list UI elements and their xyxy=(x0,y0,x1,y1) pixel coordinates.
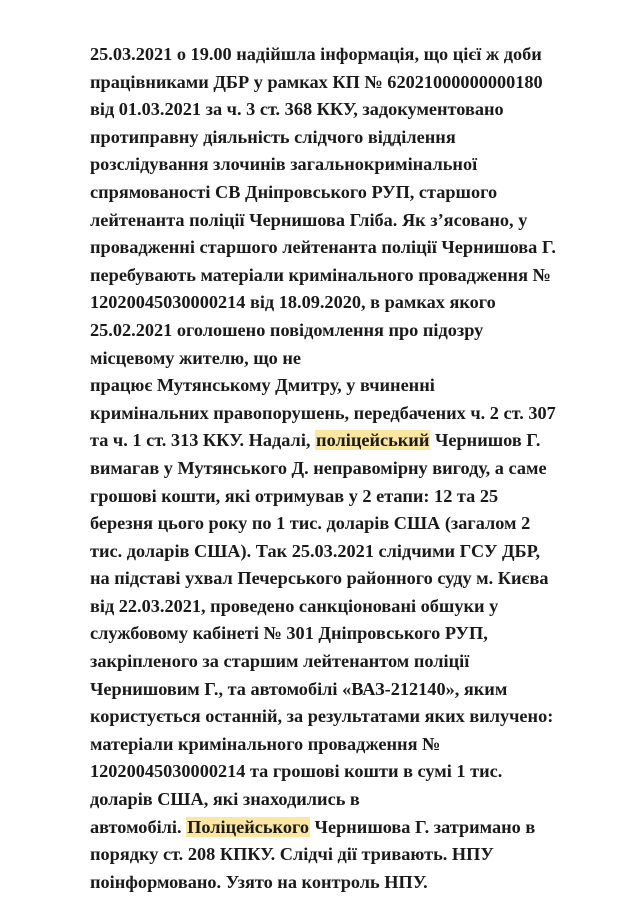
text-line: від 01.03.2021 за ч. 3 ст. 368 ККУ, задокументовано xyxy=(90,99,504,120)
text-segment: та ч. 1 ст. 313 ККУ. Надалі, xyxy=(90,430,316,451)
text-line: порядку ст. 208 КПКУ. Слідчі дії тривають. НПУ xyxy=(90,844,494,865)
text-line: провадженні старшого лейтенанта поліції Чернишова Г. xyxy=(90,237,557,258)
text-line: 12020045030000214 від 18.09.2020, в рамках якого xyxy=(90,292,496,313)
text-line: на підставі ухвал Печерського районного суду м. Києва xyxy=(90,568,549,589)
highlighted-word: Поліцейського xyxy=(187,816,309,837)
text-segment: автомобілі. xyxy=(90,816,187,837)
text-line: спрямованості СВ Дніпровського РУП, старшого xyxy=(90,181,498,202)
text-line: доларів США, які знаходились в xyxy=(90,789,360,810)
text-line: поінформовано. Узято на контроль НПУ. xyxy=(90,871,428,892)
text-line: службовому кабінеті № 301 Дніпровського РУП, xyxy=(90,623,488,644)
text-segment: Чернишова Г. затримано в xyxy=(309,816,536,837)
text-line: розслідування злочинів загальнокримінальної xyxy=(90,154,478,175)
text-line: користується останній, за результатами яких вилучено: xyxy=(90,706,554,727)
text-line: 25.02.2021 оголошено повідомлення про підозру xyxy=(90,319,484,340)
text-segment: Чернишов Г. xyxy=(430,430,541,451)
text-line: кримінальних правопорушень, передбачених ч. 2 ст. 307 xyxy=(90,402,556,423)
text-line: березня цього року по 1 тис. доларів США (загалом 2 xyxy=(90,513,531,534)
text-line: вимагав у Мутянського Д. неправомірну вигоду, а саме xyxy=(90,457,547,478)
text-line: матеріали кримінального провадження № xyxy=(90,733,441,754)
text-line: Чернишовим Г., та автомобілі «ВАЗ-212140», яким xyxy=(90,678,508,699)
text-line: перебувають матеріали кримінального провадження № xyxy=(90,264,551,285)
document-body xyxy=(90,41,556,896)
text-line: тис. доларів США). Так 25.03.2021 слідчими ГСУ ДБР, xyxy=(90,540,541,561)
text-line: 25.03.2021 о 19.00 надійшла інформація, що цієї ж доби xyxy=(90,44,542,64)
text-line xyxy=(90,814,556,842)
text-line: лейтенанта поліції Чернишова Гліба. Як з’ясовано, у xyxy=(90,209,528,230)
highlighted-word: поліцейський xyxy=(316,430,430,451)
text-line: 12020045030000214 та грошові кошти в сумі 1 тис. xyxy=(90,761,503,782)
text-line: грошові кошти, які отримував у 2 етапи: 12 та 25 xyxy=(90,485,499,506)
text-line: від 22.03.2021, проведено санкціоновані обшуки у xyxy=(90,595,499,616)
text-line xyxy=(90,427,556,455)
text-line: працює Мутянському Дмитру, у вчиненні xyxy=(90,375,435,396)
text-line: протиправну діяльність слідчого відділення xyxy=(90,126,456,147)
text-line: працівниками ДБР у рамках КП № 62021000000000180 xyxy=(90,71,543,92)
text-line: місцевому жителю, що не xyxy=(90,347,302,368)
text-line: закріпленого за старшим лейтенантом поліції xyxy=(90,651,470,672)
